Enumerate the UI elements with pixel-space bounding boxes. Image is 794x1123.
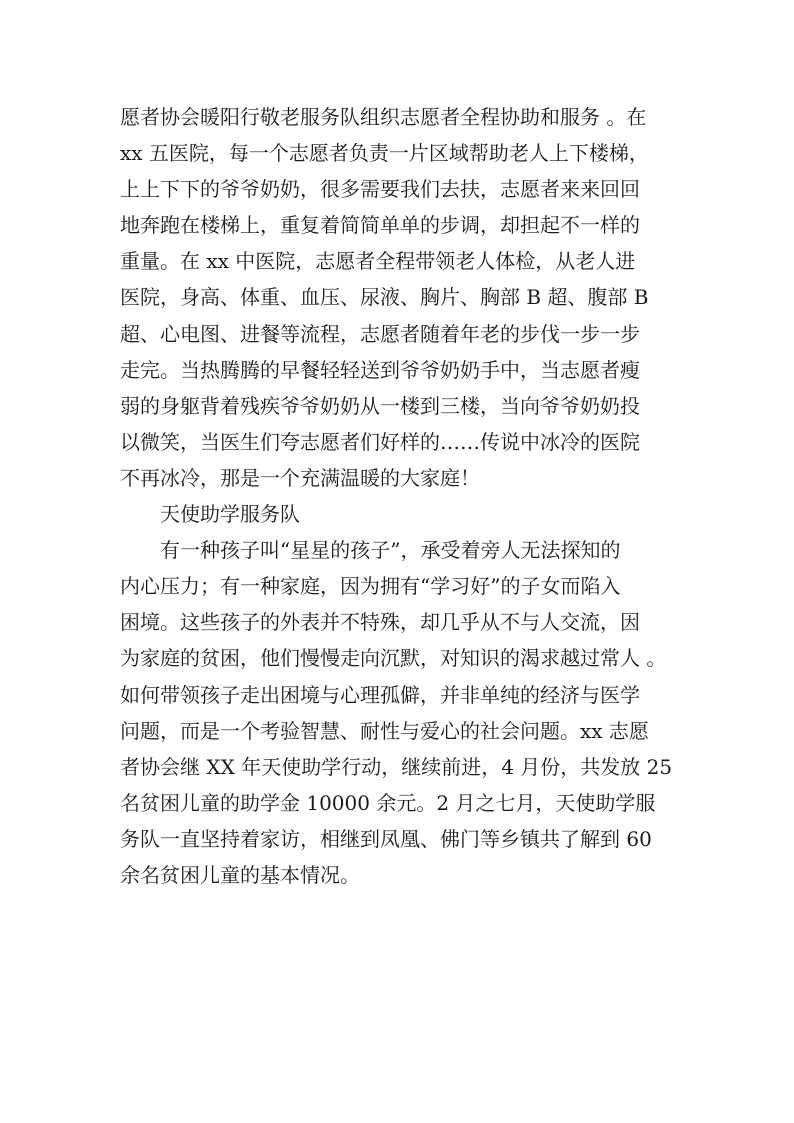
paragraph-line: 余名贫困儿童的基本情况。 (120, 862, 360, 887)
paragraph-line: 困境。这些孩子的外表并不特殊，却几乎从不与人交流，因 (120, 610, 640, 635)
paragraph-line: xx 五医院，每一个志愿者负责一片区域帮助老人上下楼梯， (120, 141, 649, 166)
paragraph-line: 上上下下的爷爷奶奶，很多需要我们去扶，志愿者来来回回 (120, 177, 640, 202)
paragraph-line: 超、心电图、进餐等流程，志愿者随着年老的步伐一步一步 (120, 321, 640, 346)
paragraph-line: 地奔跑在楼梯上，重复着简简单单的步调，却担起不一样的 (120, 213, 640, 238)
paragraph-line: 愿者协会暖阳行敬老服务队组织志愿者全程协助和服务 。在 (120, 105, 647, 129)
paragraph-line: 问题，而是一个考验智慧、耐性与爱心的社会问题。xx 志愿 (120, 718, 649, 743)
paragraph-line: 如何带领孩子走出困境与心理孤僻，并非单纯的经济与医学 (120, 682, 640, 707)
paragraph-line: 为家庭的贫困，他们慢慢走向沉默，对知识的渴求越过常人 。 (120, 646, 667, 671)
section-heading: 天使助学服务队 (160, 502, 300, 527)
paragraph-line: 医院，身高、体重、血压、尿液、胸片、胸部 B 超、腹部 B (120, 285, 649, 310)
paragraph-line: 重量。在 xx 中医院，志愿者全程带领老人体检，从老人进 (120, 249, 636, 274)
paragraph-line: 内心压力；有一种家庭，因为拥有“学习好”的子女而陷入 (120, 574, 621, 599)
paragraph-line: 以微笑，当医生们夸志愿者们好样的……传说中冰冷的医院 (120, 429, 640, 454)
paragraph-line: 务队一直坚持着家访，相继到凤凰、佛门等乡镇共了解到 60 (120, 826, 652, 851)
paragraph-line: 走完。当热腾腾的早餐轻轻送到爷爷奶奶手中，当志愿者瘦 (120, 357, 640, 382)
paragraph-line: 弱的身躯背着残疾爷爷奶奶从一楼到三楼，当向爷爷奶奶投 (120, 393, 640, 418)
paragraph-line: 有一种孩子叫“星星的孩子”，承受着旁人无法探知的 (160, 538, 621, 563)
document-body (120, 99, 680, 893)
paragraph-line: 不再冰冷，那是一个充满温暖的大家庭！ (120, 465, 480, 490)
paragraph-line: 名贫困儿童的助学金 10000 余元。2 月之七月，天使助学服 (120, 790, 656, 815)
paragraph-line: 者协会继 XX 年天使助学行动，继续前进，4 月份，共发放 25 (120, 754, 673, 779)
